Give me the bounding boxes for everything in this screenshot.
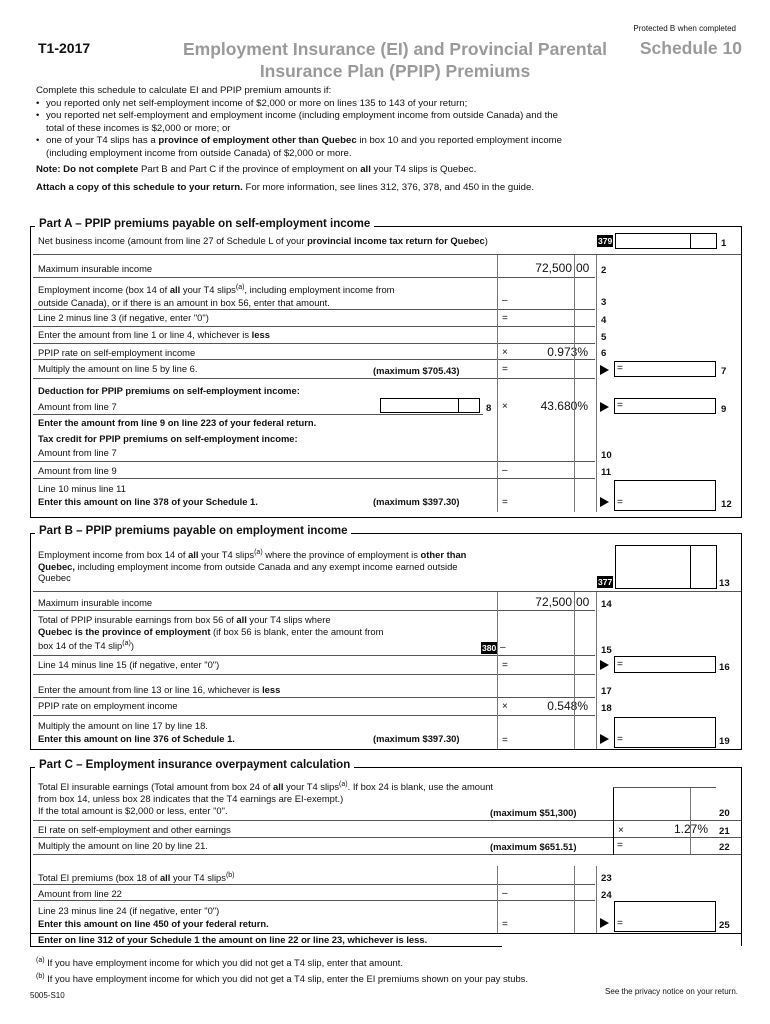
line-22-label: Multiply the amount on line 20 by line 21.: [38, 840, 208, 851]
intro-lead: Complete this schedule to calculate EI and PPIP premium amounts if:: [36, 85, 332, 96]
code-377: 377: [598, 577, 613, 587]
line-14-value: 72,500: [535, 595, 572, 609]
line-13-label: Employment income from box 14 of all your T4 slips$^{(a)}$ where the province of employment is other than Quebec, including employment income from outside Canada and any exempt income earned outside Quebec: [38, 549, 467, 584]
line-13-input[interactable]: [615, 545, 717, 589]
code-380: 380: [482, 643, 497, 653]
code-379: 379: [598, 236, 613, 246]
form-code: 5005-S10: [30, 991, 65, 1000]
page-title: Employment Insurance (EI) and Provincial Parental Insurance Plan (PPIP) Premiums: [182, 39, 607, 81]
line-2-value: 72,500: [535, 261, 572, 275]
form-id: T1-2017: [38, 40, 91, 56]
schedule-number: Schedule 10: [639, 38, 742, 58]
line-20-label: Total EI insurable earnings (Total amount from box 24 of all your T4 slips$^{(a)}$. If box 24 is blank, use the amount from box 14, unless box 28 indicates that the T4 earnings are EI-exempt.) If the total amount is $2,000 or less, enter "0".: [38, 781, 494, 817]
line-19-label: Multiply the amount on line 17 by line 18. Enter this amount on line 376 of Schedule 1.: [38, 720, 235, 744]
line-2-label: Maximum insurable income: [38, 263, 153, 274]
line-11-label: Amount from line 9: [38, 465, 117, 476]
line-7-label: Multiply the amount on line 5 by line 6.: [38, 363, 198, 374]
bullet-3: • one of your T4 slips has a province of employment other than Quebec in box 10 and you reported employment income (including employment income from outside Canada) of $2,000 or more.: [36, 135, 726, 160]
line-25-input[interactable]: [614, 901, 716, 932]
line-3-label: Employment income (box 14 of all your T4 slips$^{(a)}$, including employment income from outside Canada), or if there is an amount in box 56, enter that amount.: [38, 284, 395, 309]
line-23-label: Total EI premiums (box 18 of all your T4 slips$^{(b)}$: [38, 872, 235, 884]
part-a-title: Part A – PPIP premiums payable on self-employment income: [35, 218, 374, 232]
tax-credit-heading: Tax credit for PPIP premiums on self-employment income:: [38, 433, 298, 444]
note: Note: Do not complete Part B and Part C if the province of employment on all your T4 slips is Quebec.: [36, 163, 477, 175]
line-16-input[interactable]: [614, 656, 716, 673]
line-10-label: Amount from line 7: [38, 447, 117, 458]
final-instruction: Enter on line 312 of your Schedule 1 the amount on line 22 or line 23, whichever is less.: [38, 934, 428, 945]
line-24-label: Amount from line 22: [38, 888, 122, 899]
schedule-10-page: Protected B when completed T1-2017 Employment Insurance (EI) and Provincial Parental Insurance Plan (PPIP) Premiums Schedule 10 Complete this schedule to calculate EI and PPIP premium amounts if: • you reported only net self-employment income of $2,000 or more on lines 135 to 143 of your return; • you reported net self-employment and employment income (including employment income from outside Canada) and the total of these incomes is $2,000 or more; or • one of your T4 slips has a province of employment other than Quebec in box 10 and you reported employment income (including employment income from outside Canada) of $2,000 or more. Note: Do not complete Part B and Part C if the province of employment on all your T4 slips is Quebec. Attach a copy of this schedule to your return. For more information, see lines 312, 376, 378, and 450 in the guide. Part A – PPIP premiums payable on self-employment income Net business income (amount from line 27 of Schedule L of your provincial income tax return for Quebec) 379 1 Maximum insurable income 72,500 00 2 Employment income (box 14 of all your T4 slips$^{(a)}$, including employment income from outside Canada), or if there is an amount in box 56, enter that amount. – 3 Line 2 minus line 3 (if negative, enter "0") = 4 Enter the amount from line 1 or line 4, whichever is less 5 PPIP rate on self-employment income × 0.973% 6 Multiply the amount on line 5 by line 6. (maximum $705.43) = = 7 Deduction for PPIP premiums on self-employment income: Amount from line 7 8 × 43.680% = 9 Enter the amount from line 9 on line 223 of your federal return. Tax credit for PPIP premiums on self-employment income: Amount from line 7 10 Amount from line 9 – 11 Line 10 minus line 11 Enter this amount on line 378 of your Schedule 1. (maximum $397.30) = = 12 Part B – PPIP premiums payable on employment income Employment income from box 14 of all your T4 slips$^{(a)}$ where the province of employment is other than Quebec, including employment income from outside Canada and any exempt income earned outside Quebec 377 13 Maximum insurable income 72,500 00 14 Total of PPIP insurable earnings from box 56 of all your T4 slips where Quebec is the province of employment (if box 56 is blank, enter the amount from box 14 of the T4 slip$^{(a)}$) 380 – 15 Line 14 minus line 15 (if negative, enter "0") = = 16 Enter the amount from line 13 or line 16, whichever is less 17 PPIP rate on employment income × 0.548% 18 Multiply the amount on line 17 by line 18. Enter this amount on line 376 of Schedule 1. (maximum $397.30) = = 19 Part C – Employment insurance overpayment calculation Total EI insurable earnings (Total amount from box 24 of all your T4 slips$^{(a)}$. If box 24 is blank, use the amount from box 14, unless box 28 indicates that the T4 earnings are EI-exempt.) If the total amount is $2,000 or less, enter "0". (maximum $51,300) 20 EI rate on self-employment and other earnings × 1.27% 21 Multiply the amount on line 20 by line 21. (maximum $651.51) = 22 Total EI premiums (box 18 of all your T4 slips$^{(b)}$ 23 Amount from line 22 – 24 Line 23 minus line 24 (if negative, enter "0") Enter this amount on line 450 of your federal return. = = 25 Enter on line 312 of your Schedule 1 the amount on line 22 or line 23, whichever is less. $^{(a)}$ If you have employment income for which you did not get a T4 slip, enter that amount. $^{(b)}$ If you have employment income for which you did not get a T4 slip, enter the EI premiums shown on your pay stubs. 5005-S10 See the privacy notice on your return.: [0, 0, 770, 1024]
line-7-input[interactable]: [614, 361, 716, 377]
line-16-label: Line 14 minus line 15 (if negative, enter "0"): [38, 659, 220, 670]
instructions: [36, 85, 726, 195]
line-18-rate: 0.548%: [547, 699, 588, 713]
line-8-rate: 43.680%: [540, 399, 588, 413]
attach-note: Attach a copy of this schedule to your return. For more information, see lines 312, 376, 378, and 450 in the guide.: [36, 182, 535, 194]
line-14-label: Maximum insurable income: [38, 597, 153, 608]
line-4-label: Line 2 minus line 3 (if negative, enter "0"): [38, 312, 209, 323]
line-17-label: Enter the amount from line 13 or line 16, whichever is less: [38, 684, 281, 695]
line-6-label: PPIP rate on self-employment income: [38, 347, 196, 358]
bullet-1: • you reported only net self-employment income of $2,000 or more on lines 135 to 143 of your return;: [36, 98, 726, 111]
line-9-label: Enter the amount from line 9 on line 223 of your federal return.: [38, 417, 317, 428]
line-12-input[interactable]: [614, 480, 716, 511]
line-12-label: Line 10 minus line 11 Enter this amount on line 378 of your Schedule 1.: [38, 483, 258, 507]
line-9-input[interactable]: [614, 398, 716, 414]
footnote-a: $^{(a)}$ If you have employment income for which you did not get a T4 slip, enter that amount.: [36, 957, 403, 969]
line-1-label: Net business income (amount from line 27 of Schedule L of your provincial income tax return for Quebec): [38, 235, 488, 246]
line-5-label: Enter the amount from line 1 or line 4, whichever is less: [38, 329, 270, 340]
line-6-rate: 0.973%: [547, 345, 588, 359]
privacy-notice: See the privacy notice on your return.: [605, 987, 738, 996]
line-21-rate: 1.27%: [673, 822, 708, 836]
line-21-label: EI rate on self-employment and other earnings: [38, 824, 231, 835]
deduction-heading: Deduction for PPIP premiums on self-employment income:: [38, 385, 300, 396]
footnote-b: $^{(b)}$ If you have employment income for which you did not get a T4 slip, enter the EI premiums shown on your pay stubs.: [36, 973, 528, 985]
line-8-label: Amount from line 7: [38, 401, 117, 412]
line-18-label: PPIP rate on employment income: [38, 700, 178, 711]
protected-label: Protected B when completed: [633, 24, 736, 33]
bullet-2: • you reported net self-employment and employment income (including employment income from outside Canada) and the total of these incomes is $2,000 or more; or: [36, 110, 726, 135]
line-19-input[interactable]: [614, 717, 716, 748]
line-25-label: Line 23 minus line 24 (if negative, enter "0") Enter this amount on line 450 of your federal return.: [38, 905, 269, 929]
line-1-input[interactable]: [615, 233, 717, 249]
part-c-title: Part C – Employment insurance overpayment calculation: [35, 759, 354, 773]
part-b-title: Part B – PPIP premiums payable on employment income: [35, 525, 351, 539]
line-15-label: Total of PPIP insurable earnings from box 56 of all your T4 slips where Quebec is the province of employment (if box 56 is blank, enter the amount from box 14 of the T4 slip$^{(a)}$): [38, 614, 384, 652]
line-8-input[interactable]: [380, 398, 480, 413]
